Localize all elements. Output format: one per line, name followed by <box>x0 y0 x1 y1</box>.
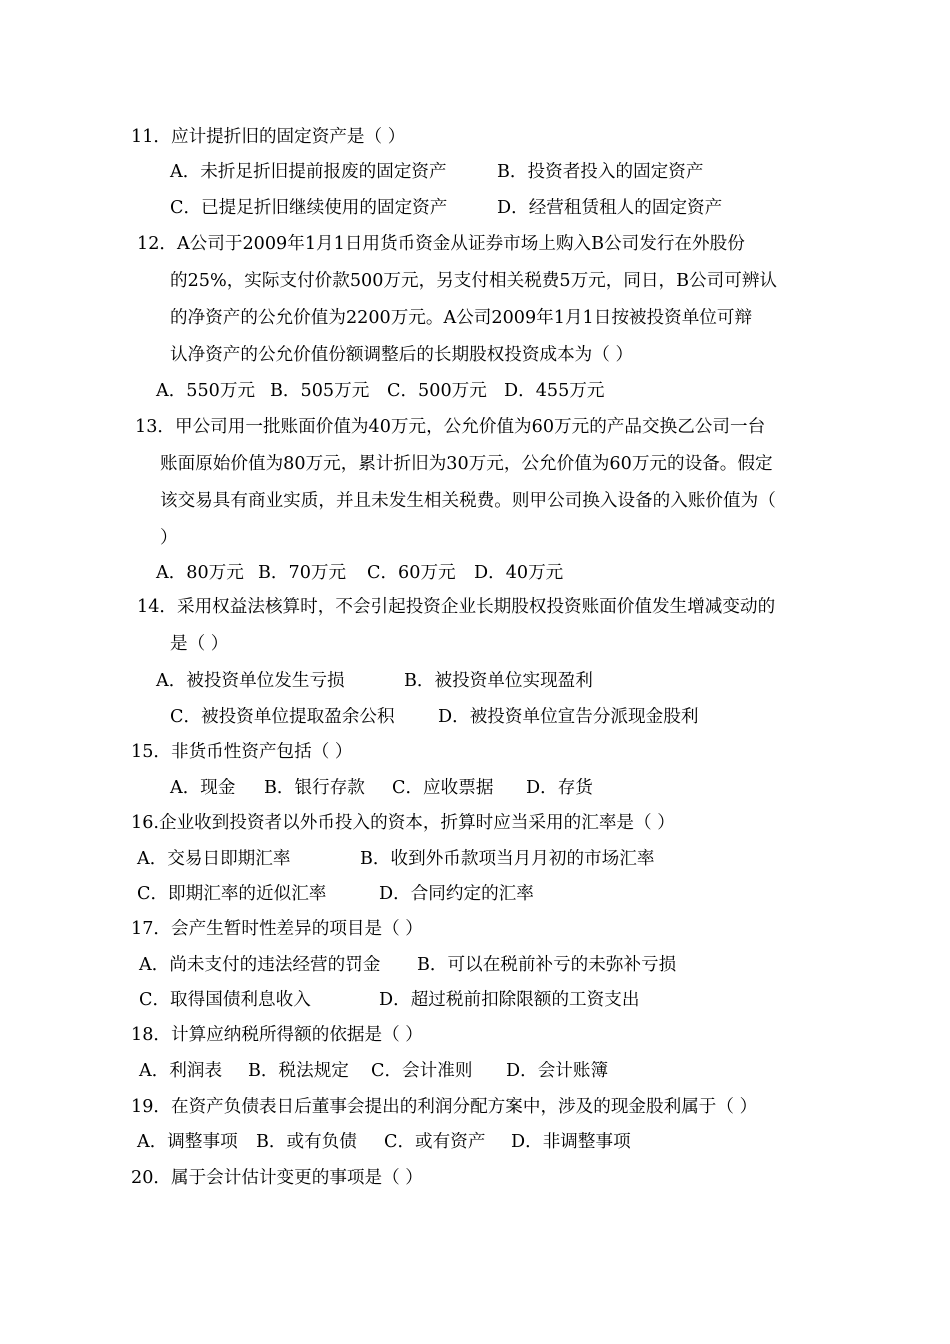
option-b: B．投资者投入的固定资产 <box>497 162 704 182</box>
option-d: D．经营租赁租人的固定资产 <box>497 198 723 218</box>
question-stem-line: 11．应计提折旧的固定资产是（ ） <box>131 127 406 147</box>
question-stem-line: 的25%，实际支付价款500万元，另支付相关税费5万元，同日，B公司可辨认 <box>170 271 778 291</box>
option-d: D．455万元 <box>504 381 605 401</box>
question-stem-line: 14．采用权益法核算时，不会引起投资企业长期股权投资账面价值发生增减变动的 <box>137 597 776 617</box>
option-c: C．被投资单位提取盈余公积 <box>170 707 395 727</box>
option-a: A．现金 <box>170 778 236 798</box>
question-stem-line: 15．非货币性资产包括（ ） <box>131 742 353 762</box>
option-d: D．会计账簿 <box>506 1061 609 1081</box>
option-d: D．存货 <box>526 778 593 798</box>
option-c: C．或有资产 <box>384 1132 486 1152</box>
option-c: C．500万元 <box>387 381 487 401</box>
question-stem-line: 13．甲公司用一批账面价值为40万元，公允价值为60万元的产品交换乙公司一台 <box>135 417 766 437</box>
option-d: D．合同约定的汇率 <box>379 884 534 904</box>
question-stem-line: 20．属于会计估计变更的事项是（ ） <box>131 1168 423 1188</box>
option-b: B．银行存款 <box>264 778 365 798</box>
option-b: B．收到外币款项当月月初的市场汇率 <box>360 849 655 869</box>
question-stem-line: 是（ ） <box>170 634 229 654</box>
option-a: A．尚未支付的违法经营的罚金 <box>139 955 381 975</box>
option-c: C．取得国债利息收入 <box>139 990 311 1010</box>
option-b: B．505万元 <box>270 381 370 401</box>
option-d: D．非调整事项 <box>511 1132 631 1152</box>
option-a: A．80万元 <box>156 563 244 583</box>
question-stem-line: ） <box>160 528 178 548</box>
question-stem-line: 认净资产的公允价值份额调整后的长期股权投资成本为（ ） <box>170 345 634 365</box>
option-c: C．会计准则 <box>371 1061 473 1081</box>
option-a: A．交易日即期汇率 <box>137 849 291 869</box>
option-a: A．被投资单位发生亏损 <box>156 671 345 691</box>
question-stem-line: 19．在资产负债表日后董事会提出的利润分配方案中，涉及的现金股利属于（ ） <box>131 1097 758 1117</box>
question-stem-line: 12．A公司于2009年1月1日用货币资金从证券市场上购入B公司发行在外股份 <box>137 234 745 254</box>
option-c: C．60万元 <box>367 563 456 583</box>
option-a: A．调整事项 <box>137 1132 238 1152</box>
option-b: B．70万元 <box>258 563 347 583</box>
option-d: D．超过税前扣除限额的工资支出 <box>379 990 640 1010</box>
question-stem-line: 的净资产的公允价值为2200万元。A公司2009年1月1日按被投资单位可辩 <box>170 308 753 328</box>
option-b: B．税法规定 <box>248 1061 349 1081</box>
option-b: B．被投资单位实现盈利 <box>404 671 593 691</box>
option-c: C．即期汇率的近似汇率 <box>137 884 327 904</box>
option-b: B．可以在税前补亏的未弥补亏损 <box>417 955 677 975</box>
option-d: D．40万元 <box>474 563 564 583</box>
option-b: B．或有负债 <box>256 1132 357 1152</box>
option-c: C．应收票据 <box>392 778 494 798</box>
option-a: A．550万元 <box>156 381 256 401</box>
option-a: A．利润表 <box>139 1061 223 1081</box>
question-stem-line: 17．会产生暂时性差异的项目是（ ） <box>131 919 423 939</box>
question-stem-line: 16.企业收到投资者以外币投入的资本，折算时应当采用的汇率是（ ） <box>131 813 675 833</box>
question-stem-line: 账面原始价值为80万元，累计折旧为30万元，公允价值为60万元的设备。假定 <box>160 454 773 474</box>
option-c: C．已提足折旧继续使用的固定资产 <box>170 198 448 218</box>
question-stem-line: 该交易具有商业实质，并且未发生相关税费。则甲公司换入设备的入账价值为（ <box>160 491 776 511</box>
option-d: D．被投资单位宣告分派现金股利 <box>438 707 699 727</box>
question-stem-line: 18．计算应纳税所得额的依据是（ ） <box>131 1025 423 1045</box>
option-a: A．未折足折旧提前报废的固定资产 <box>170 162 447 182</box>
